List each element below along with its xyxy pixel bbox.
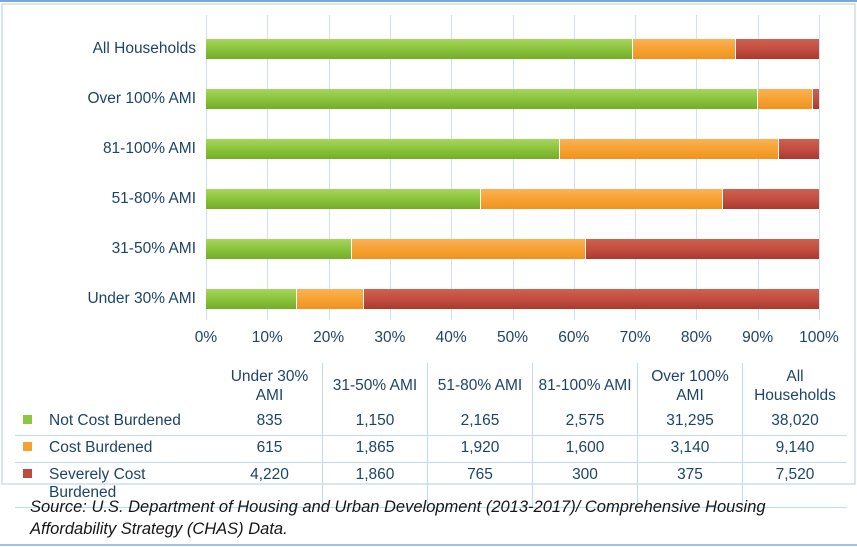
- gridline: [206, 15, 207, 320]
- value-cell: 1,920: [427, 435, 532, 462]
- value-cell: 38,020: [742, 409, 847, 435]
- legend-swatch: [23, 469, 32, 478]
- x-tick-label: 60%: [558, 329, 590, 346]
- x-tick-label: 50%: [496, 329, 529, 346]
- bar-row: [206, 39, 819, 59]
- x-tick-label: 20%: [313, 329, 345, 346]
- gridline: [758, 15, 759, 320]
- figure-container: [1, 3, 856, 501]
- value-cell: 375: [637, 462, 742, 508]
- bar-row: [206, 139, 819, 159]
- bar-segment: [206, 289, 296, 309]
- source-note: Source: U.S. Department of Housing and Urban Development (2013-2017)/ Comprehensive Housing Affordability Strategy (CHAS) Data.: [30, 498, 766, 538]
- bar-segment: [351, 239, 586, 259]
- table-row-label: [15, 409, 217, 435]
- value-cell: 1,865: [322, 435, 427, 462]
- value-cell: 31,295: [637, 409, 742, 435]
- x-tick-label: 80%: [680, 329, 712, 346]
- bar-segment: [757, 89, 812, 109]
- bar-segment: [812, 89, 819, 109]
- plot-area: [206, 15, 819, 320]
- value-cell: 7,520: [742, 462, 847, 508]
- x-tick-label: 40%: [435, 329, 467, 346]
- bar-segment: [585, 239, 819, 259]
- value-cell: 9,140: [742, 435, 847, 462]
- category-label: 81-100% AMI: [102, 140, 196, 157]
- gridline: [635, 15, 636, 320]
- table-row-label: [15, 435, 217, 462]
- series-name: Cost Burdened: [49, 439, 153, 456]
- x-axis: [194, 329, 839, 349]
- gridline: [819, 15, 820, 320]
- category-label: Over 100% AMI: [87, 90, 196, 107]
- legend-swatch: [23, 442, 32, 451]
- bar-segment: [735, 39, 819, 59]
- x-tick-label: 30%: [374, 329, 406, 346]
- gridline: [513, 15, 514, 320]
- gridline: [696, 15, 697, 320]
- bar-row: [206, 239, 819, 259]
- table-header-cell: Over 100% AMI: [637, 363, 742, 409]
- category-axis: [3, 15, 196, 320]
- gridline: [390, 15, 391, 320]
- gridline: [329, 15, 330, 320]
- bar-segment: [206, 139, 559, 159]
- value-cell: 835: [256, 412, 283, 429]
- gridline: [574, 15, 575, 320]
- bar-segment: [559, 139, 778, 159]
- bar-segment: [206, 39, 632, 59]
- table-header-cell: 31-50% AMI: [322, 363, 427, 409]
- value-cell: 2,165: [427, 409, 532, 435]
- bar-row: [206, 289, 819, 309]
- bar-segment: [632, 39, 734, 59]
- series-name: Severely Cost Burdened: [49, 466, 146, 501]
- bar-segment: [778, 139, 819, 159]
- value-cell: 615: [217, 435, 322, 462]
- gridline: [267, 15, 268, 320]
- bar-row: [206, 89, 819, 109]
- bar-segment: [480, 189, 723, 209]
- data-table: [15, 363, 847, 508]
- category-label: 51-80% AMI: [111, 190, 196, 207]
- x-tick-label: 100%: [799, 329, 839, 346]
- table-header-cell: 51-80% AMI: [427, 363, 532, 409]
- value-cell: 1,600: [532, 435, 637, 462]
- legend-swatch: [23, 415, 32, 424]
- gridline: [451, 15, 452, 320]
- x-tick-label: 10%: [251, 329, 283, 346]
- value-cell: 765: [427, 462, 532, 508]
- bar-segment: [296, 289, 362, 309]
- value-cell: 300: [532, 462, 637, 508]
- table-header-cell: Under 30% AMI: [230, 367, 309, 404]
- category-label: All Households: [92, 40, 196, 57]
- bottom-divider: [0, 544, 857, 546]
- bar-row: [206, 189, 819, 209]
- value-cell: 1,150: [322, 409, 427, 435]
- bar-segment: [206, 89, 757, 109]
- category-label: 31-50% AMI: [111, 240, 196, 257]
- x-tick-label: 90%: [742, 329, 774, 346]
- value-cell: 2,575: [532, 409, 637, 435]
- bar-segment: [206, 189, 480, 209]
- value-cell: 3,140: [637, 435, 742, 462]
- top-divider: [0, 0, 857, 2]
- series-name: Not Cost Burdened: [49, 412, 181, 429]
- bar-segment: [722, 189, 819, 209]
- value-cell: 1,860: [322, 462, 427, 508]
- table-header-cell: All Households: [742, 363, 847, 409]
- table-corner-cell: [15, 363, 217, 409]
- value-cell: 4,220: [217, 462, 322, 508]
- bar-segment: [363, 289, 819, 309]
- bar-segment: [206, 239, 351, 259]
- category-label: Under 30% AMI: [87, 290, 196, 307]
- table-header-cell: 81-100% AMI: [532, 363, 637, 409]
- x-tick-label: 0%: [194, 329, 218, 346]
- x-tick-label: 70%: [619, 329, 651, 346]
